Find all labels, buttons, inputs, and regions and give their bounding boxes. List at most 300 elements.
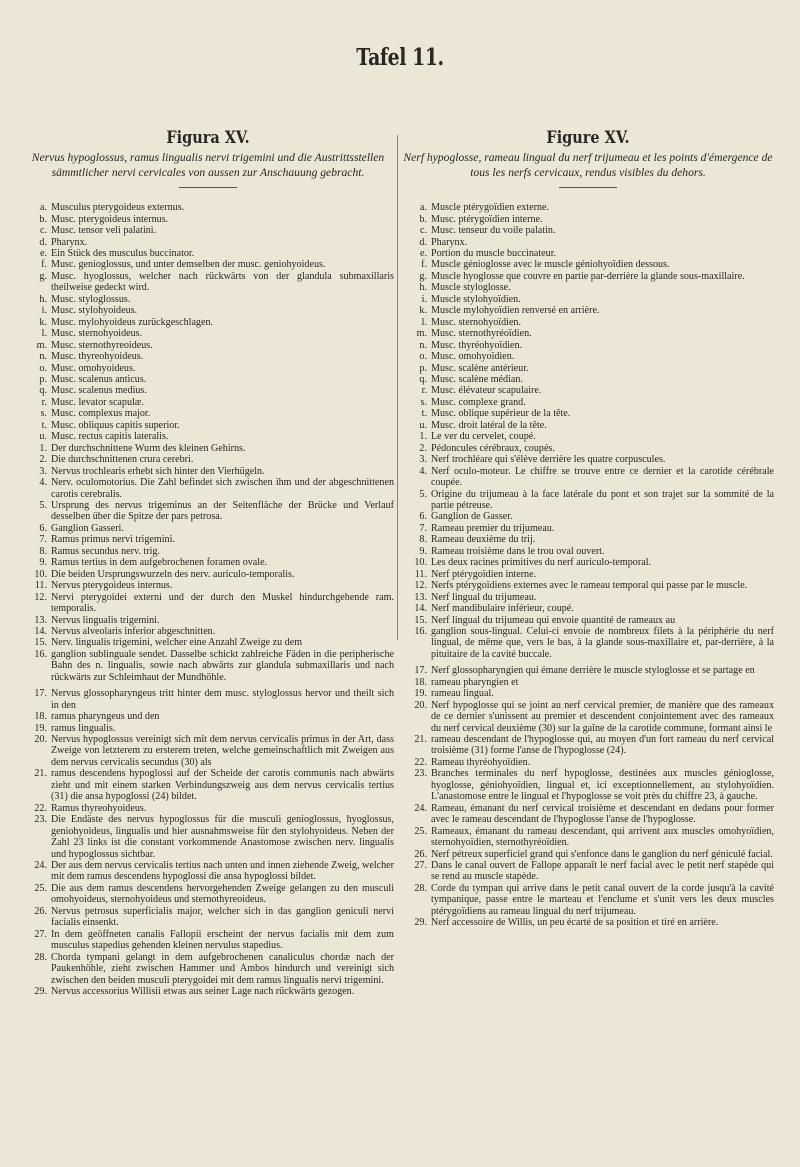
legend-item-marker: e. (419, 248, 427, 259)
heading-rule (179, 187, 237, 188)
legend-item-marker: 24. (414, 802, 427, 814)
legend-item (22, 374, 394, 385)
legend-item (402, 340, 774, 351)
legend-item-marker: 17. (34, 688, 47, 700)
legend-item (402, 443, 774, 454)
legend-item-marker: r. (41, 396, 47, 408)
legend-item-marker: 2. (419, 442, 427, 454)
legend-item-marker: n. (419, 339, 427, 351)
legend-item-marker: h. (39, 293, 47, 305)
legend-item (402, 603, 774, 614)
legend-item-text: Musc. tensor veli palatini. (51, 225, 157, 237)
legend-item-marker: 8. (419, 534, 427, 546)
legend-item-marker: 9. (39, 557, 47, 569)
legend-item (402, 580, 774, 591)
legend-item-text: Pédoncules cérébraux, coupés. (431, 442, 555, 454)
legend-item (22, 248, 394, 259)
legend-item (402, 351, 774, 362)
legend-item (22, 443, 394, 454)
legend-item (22, 734, 394, 768)
legend-item-marker: 11. (34, 580, 47, 592)
legend-item-marker: 16. (414, 625, 427, 637)
legend-item-marker: u. (419, 419, 427, 431)
legend-item-text: ramus lingualis. (51, 722, 116, 734)
heading-rule (559, 187, 617, 188)
legend-item-text: ganglion sous-lingual. Celui-ci envoie de nombreux filets à la périphérie du nerf lingual, de même que, vers le bas, à la glande sous-maxillaire et, par-derrière, à la pituitaire de la cavité buccale. (431, 625, 774, 660)
legend-item (22, 408, 394, 419)
legend-item-text: Nerf ptérygoïdien interne. (431, 568, 537, 580)
legend-item-marker: l. (41, 328, 47, 340)
legend-item-text: Chorda tympani gelangt in dem aufgebrochenen canaliculus chordæ nach der Paukenhöhle, zieht zwischen Hammer und Ambos hindurch und vereinigt sich zwischen den beiden musculi pterygoidei mit dem ramus lingualis nervi trigemini. (51, 951, 394, 986)
legend-item-text: Ramus tertius in dem aufgebrochenen foramen ovale. (51, 557, 268, 569)
legend-item (22, 580, 394, 591)
legend-item-marker: 13. (34, 614, 47, 626)
legend-item (402, 282, 774, 293)
legend-item-text: Musc. omohyoïdien. (431, 351, 515, 363)
legend-item-marker: 27. (414, 860, 427, 872)
legend-item (22, 397, 394, 408)
figure-subtitle: Nervus hypoglossus, ramus lingualis nervi trigemini und die Austrittsstellen sämmtlicher nervi cervicales von aussen zur Anschauung gebracht. (31, 151, 385, 179)
legend-item (22, 214, 394, 225)
legend-list (402, 202, 774, 929)
legend-item (22, 202, 394, 213)
legend-item-marker: g. (419, 270, 427, 282)
legend-item (402, 408, 774, 419)
legend-item (402, 826, 774, 849)
legend-item-text: Die Endäste des nervus hypoglossus für die musculi genioglossus, hyoglossus, geniohyoideus, lingualis und hier ausnahmsweise für den stylohyoideus. Neben der Zahl 23 links ist die constant vorkommende Anastomose zwischen nerv. lingualis und hypoglossus sichtbar. (51, 814, 394, 860)
legend-item-marker: g. (39, 270, 47, 282)
legend-item (22, 906, 394, 929)
legend-item-text: Nerf oculo-moteur. Le chiffre se trouve entre ce dernier et la carotide cérébrale coupée. (431, 465, 774, 489)
legend-item-text: Nerf lingual du trijumeau. (431, 591, 537, 603)
legend-item-text: Musc. tenseur du voile palatin. (431, 225, 556, 237)
legend-item (402, 557, 774, 568)
legend-item-marker: 13. (414, 591, 427, 603)
german-column (22, 128, 394, 997)
legend-item-text: Musc. hyoglossus, welcher nach rückwärts von der glandula submaxillaris theilweise gedeckt wird. (51, 270, 394, 294)
legend-item-marker: 15. (414, 614, 427, 626)
legend-item-marker: 18. (414, 676, 427, 688)
legend-item-marker: 6. (419, 511, 427, 523)
legend-item (402, 214, 774, 225)
legend-item-text: Musc. levator scapulæ. (51, 396, 145, 408)
legend-item-text: Der aus dem nervus cervicalis tertius nach unten und innen ziehende Zweig, welcher mit dem ramus descendens hypoglossi die ansa hypoglossi bildet. (51, 860, 394, 883)
legend-item-text: ganglion sublinguale sendet. Dasselbe schickt zahlreiche Fäden in die peripherische Bahn des n. lingualis, sowie nach abwärts zur glandula submaxillaris und nach rückwärts zur Schleimhaut der Mundhöhle. (51, 648, 394, 683)
legend-item-text: Portion du muscle buccinateur. (431, 248, 557, 259)
legend-item (402, 534, 774, 545)
legend-item (22, 454, 394, 465)
legend-item (22, 340, 394, 351)
legend-item-marker: q. (419, 373, 427, 385)
legend-item-marker: 29. (414, 917, 427, 929)
legend-item-marker: 6. (39, 522, 47, 534)
legend-item-text: Muscle ptérygoïdien externe. (431, 202, 550, 214)
legend-item-text: Dans le canal ouvert de Fallope apparaît le nerf facial avec le petit nerf stapède qui se rend au muscle stapède. (431, 860, 774, 883)
legend-item (402, 688, 774, 699)
legend-item-text: Musc. élévateur scapulaire. (431, 385, 542, 397)
legend-item-text: Der durchschnittene Wurm des kleinen Gehirns. (51, 442, 246, 454)
figure-heading: Figure XV. (546, 128, 630, 148)
legend-item (22, 466, 394, 477)
legend-item-marker: 17. (414, 665, 427, 677)
legend-item-marker: o. (39, 362, 47, 374)
legend-item-text: Musc. scalenus anticus. (51, 373, 147, 385)
legend-item (22, 305, 394, 316)
legend-item-text: Musc. stylohyoideus. (51, 305, 138, 317)
legend-item-text: Nerf glossopharyngien qui émane derrière le muscle styloglosse et se partage en (431, 665, 755, 677)
legend-item (402, 489, 774, 512)
legend-item-marker: i. (41, 305, 47, 317)
legend-item (402, 734, 774, 757)
legend-item-marker: 10. (34, 568, 47, 580)
legend-item-text: ramus pharyngeus und den (51, 711, 160, 723)
legend-item-text: Nervus pterygoideus internus. (51, 580, 173, 592)
legend-item (402, 305, 774, 316)
legend-item-marker: 27. (34, 928, 47, 940)
legend-item (402, 317, 774, 328)
legend-item (22, 351, 394, 362)
legend-item-text: ramus descendens hypoglossi auf der Scheide der carotis communis nach abwärts zieht und mit einem starken Verbindungszweig aus dem nervus cervicalis tertius (31) die ansa hypoglossi (24) bildet. (51, 768, 394, 803)
legend-item-marker: h. (419, 282, 427, 294)
legend-item (22, 363, 394, 374)
legend-item-marker: r. (421, 385, 427, 397)
legend-item-text: In dem geöffneten canalis Fallopii erscheint der nervus facialis mit dem zum musculus stapedius gehenden kleinen nervulus stapedius. (51, 928, 394, 952)
legend-item (402, 328, 774, 339)
legend-item (402, 431, 774, 442)
legend-item-text: rameau pharyngien et (431, 676, 519, 688)
legend-item-marker: m. (36, 339, 47, 351)
legend-item-marker: 1. (39, 442, 47, 454)
legend-item (22, 294, 394, 305)
legend-item-text: Musc. complexus major. (51, 408, 151, 420)
legend-item (402, 202, 774, 213)
legend-item-marker: i. (421, 293, 427, 305)
legend-item-marker: b. (419, 213, 427, 225)
legend-item-marker: 5. (419, 488, 427, 500)
legend-item-text: Nervus accessorius Willisii etwas aus seiner Lage nach rückwärts gezogen. (51, 986, 355, 997)
legend-item-marker: 21. (34, 768, 47, 780)
legend-item (22, 546, 394, 557)
figure-subtitle: Nerf hypoglosse, rameau lingual du nerf trijumeau et les points d'émergence de tous les nerfs cervicaux, rendus visibles du dehors. (403, 151, 773, 179)
legend-item-marker: 26. (34, 905, 47, 917)
legend-item (22, 986, 394, 997)
figure-heading: Figura XV. (166, 128, 250, 148)
legend-item-marker: 28. (34, 951, 47, 963)
legend-item (402, 569, 774, 580)
legend-item-text: Nerf hypoglosse qui se joint au nerf cervical premier, de manière que des rameaux de ce dernier s'unissent au premier et descendent conjointement avec des rameaux du nerf cervical deuxième (30) sur la gaîne de la carotide commune, formant ainsi le (431, 699, 774, 734)
legend-item-text: Musc. pterygoideus internus. (51, 213, 169, 225)
legend-item-marker: k. (419, 305, 427, 317)
legend-item (22, 615, 394, 626)
legend-item (22, 814, 394, 860)
legend-item-marker: 7. (39, 534, 47, 546)
legend-item-text: Muscle mylohyoïdien renversé en arrière. (431, 305, 600, 317)
legend-item (402, 677, 774, 688)
legend-item-marker: 26. (414, 848, 427, 860)
legend-item-text: Nerv. lingualis trigemini, welcher eine Anzahl Zweige zu dem (51, 637, 303, 649)
legend-item-text: Musc. droit latéral de la tête. (431, 419, 547, 431)
legend-item-marker: t. (421, 408, 427, 420)
legend-item-text: Ganglion de Gasser. (431, 511, 513, 523)
legend-item-text: Rameau premier du trijumeau. (431, 522, 555, 534)
legend-item-marker: o. (419, 351, 427, 363)
legend-item (402, 757, 774, 768)
column-divider (397, 135, 398, 640)
legend-item-text: Pharynx. (431, 236, 468, 248)
legend-item-text: Nervus lingualis trigemini. (51, 614, 160, 626)
legend-item-text: Musculus pterygoideus externus. (51, 202, 185, 214)
legend-item-text: Ein Stück des musculus buccinator. (51, 248, 195, 259)
legend-item-marker: 28. (414, 882, 427, 894)
legend-item-marker: 14. (34, 625, 47, 637)
legend-item-marker: 25. (414, 825, 427, 837)
legend-item-marker: 10. (414, 557, 427, 569)
legend-item (22, 723, 394, 734)
legend-item-marker: 8. (39, 545, 47, 557)
legend-item-marker: 23. (414, 768, 427, 780)
legend-item-marker: 20. (34, 734, 47, 746)
legend-item-text: Musc. obliquus capitis superior. (51, 419, 180, 431)
legend-item-marker: f. (41, 259, 47, 271)
legend-item-marker: 19. (34, 722, 47, 734)
legend-item (402, 626, 774, 660)
legend-item (402, 248, 774, 259)
legend-item-marker: 20. (414, 699, 427, 711)
legend-item (402, 615, 774, 626)
legend-item-text: Musc. genioglossus, und unter demselben der musc. geniohyoideus. (51, 259, 326, 271)
legend-item-marker: q. (39, 385, 47, 397)
legend-item (402, 849, 774, 860)
legend-item-text: Rameau thyréohyoïdien. (431, 756, 531, 768)
legend-item-marker: s. (40, 408, 47, 420)
legend-item (22, 929, 394, 952)
legend-item-text: Die aus dem ramus descendens hervorgehenden Zweige gelangen zu den musculi omohyoideus, sternohyoideus und sternothyreoideus. (51, 882, 394, 906)
legend-item-text: Musc. scalenus medius. (51, 385, 147, 397)
legend-item-text: Le ver du cervelet, coupé. (431, 431, 536, 443)
legend-item-text: Nerf accessoire de Willis, un peu écarté de sa position et tiré en arrière. (431, 917, 719, 929)
legend-item-text: Musc. styloglossus. (51, 293, 131, 305)
legend-item-text: Corde du tympan qui arrive dans le petit canal ouvert de la corde jusqu'à la cavité tympanique, passe entre le marteau et l'enclume et s'unit vers les deux muscles ptérygoïdiens au rameau lingual du nerf trijumeau. (431, 882, 774, 917)
legend-item-marker: 18. (34, 711, 47, 723)
legend-item-marker: u. (39, 431, 47, 443)
legend-item (22, 259, 394, 270)
legend-item-marker: a. (39, 202, 47, 214)
legend-item-marker: t. (41, 419, 47, 431)
legend-item (22, 860, 394, 883)
legend-item-marker: 22. (34, 802, 47, 814)
legend-item-marker: 11. (414, 568, 427, 580)
legend-item-text: Nervus petrosus superficialis major, welcher sich in das ganglion geniculi nervi facialis einsenkt. (51, 905, 394, 929)
legend-item (22, 557, 394, 568)
legend-item (402, 592, 774, 603)
legend-item (22, 569, 394, 580)
legend-item (402, 700, 774, 734)
legend-item (22, 328, 394, 339)
legend-item-text: Ganglion Gasseri. (51, 522, 124, 534)
legend-item (402, 454, 774, 465)
legend-item (22, 768, 394, 802)
legend-item (22, 385, 394, 396)
legend-item-marker: 24. (34, 860, 47, 872)
legend-item (22, 952, 394, 986)
legend-item-text: Muscle styloglosse. (431, 282, 511, 294)
legend-item (402, 860, 774, 883)
legend-item (402, 237, 774, 248)
legend-item-text: Ramus primus nervi trigemini. (51, 534, 175, 546)
legend-item (22, 420, 394, 431)
legend-item-text: Nerf trochléare qui s'élève derrière les quatre corpuscules. (431, 454, 666, 466)
legend-item-text: Nervus alveolaris inferior abgeschnitten. (51, 625, 216, 637)
legend-item-text: Les deux racines primitives du nerf auriculo-temporal. (431, 557, 652, 569)
legend-item (22, 649, 394, 683)
legend-item-text: Ramus thyreohyoideus. (51, 802, 147, 814)
legend-item-text: Musc. omohyoideus. (51, 362, 136, 374)
french-column (402, 128, 774, 929)
legend-item (22, 225, 394, 236)
legend-item-marker: 1. (419, 431, 427, 443)
legend-item-text: Ursprung des nervus trigeminus an der Seitenfläche der Brücke und Verlauf desselben über die Spitze der pars petrosa. (51, 499, 394, 523)
legend-item (402, 294, 774, 305)
legend-item (402, 225, 774, 236)
legend-item (402, 883, 774, 917)
legend-item (22, 431, 394, 442)
legend-item-marker: 29. (34, 986, 47, 997)
legend-item-marker: 3. (419, 454, 427, 466)
legend-item-marker: s. (420, 396, 427, 408)
legend-item-text: Nerf pétreux superficiel grand qui s'enfonce dans le ganglion du nerf géniculé facial. (431, 848, 773, 860)
legend-item-text: Nerfs ptérygoïdiens externes avec le rameau temporal qui passe par le muscle. (431, 580, 748, 592)
legend-item-marker: b. (39, 213, 47, 225)
legend-item-text: Nervus glossopharyngeus tritt hinter dem musc. styloglossus hervor und theilt sich in den (51, 688, 394, 711)
legend-item-text: Musc. thyréohyoïdien. (431, 339, 523, 351)
legend-item (22, 688, 394, 711)
legend-item-marker: 25. (34, 882, 47, 894)
legend-item (402, 420, 774, 431)
legend-item-text: Musc. scalène antérieur. (431, 362, 529, 374)
legend-item (22, 592, 394, 615)
legend-item (402, 385, 774, 396)
legend-item-text: Musc. rectus capitis lateralis. (51, 431, 169, 443)
legend-item-marker: 9. (419, 545, 427, 557)
legend-item-marker: p. (39, 373, 47, 385)
legend-item (402, 374, 774, 385)
legend-item-text: Musc. mylohyoideus zurückgeschlagen. (51, 316, 214, 328)
legend-list (22, 202, 394, 997)
legend-item-marker: 23. (34, 814, 47, 826)
legend-item (402, 363, 774, 374)
legend-item (402, 259, 774, 270)
legend-item-marker: p. (419, 362, 427, 374)
legend-item (402, 511, 774, 522)
legend-item-text: Origine du trijumeau à la face latérale du pont et son trajet sur la sommité de la partie pétreuse. (431, 488, 774, 511)
legend-item-marker: c. (419, 225, 427, 237)
legend-item-text: Rameau deuxième du trij. (431, 534, 536, 546)
legend-item-marker: 12. (414, 580, 427, 592)
legend-item-text: Muscle génioglosse avec le muscle géniohyoïdien dessous. (431, 259, 670, 271)
legend-item (22, 803, 394, 814)
legend-item-marker: k. (39, 316, 47, 328)
legend-item-text: Pharynx. (51, 236, 88, 248)
legend-item (22, 271, 394, 294)
legend-item-marker: 5. (39, 499, 47, 511)
legend-item-text: Musc. oblique supérieur de la tête. (431, 408, 571, 420)
legend-item (402, 523, 774, 534)
legend-item (402, 397, 774, 408)
legend-item-text: Die beiden Ursprungswurzeln des nerv. auriculo-temporalis. (51, 568, 295, 580)
legend-item-text: Ramus secundus nerv. trig. (51, 545, 160, 557)
legend-item-text: Rameau, émanant du nerf cervical troisième et descendant en dedans pour former avec le rameau descendant de l'hypoglosse l'anse de l'hypoglosse. (431, 802, 774, 826)
legend-item (22, 523, 394, 534)
legend-item-text: Musc. scalène médian. (431, 373, 523, 385)
legend-item (402, 917, 774, 928)
legend-item-text: rameau descendant de l'hypoglosse qui, au moyen d'un fort rameau du nerf cervical troisième (31) forme l'anse de l'hypoglosse (24). (431, 734, 774, 757)
legend-item (22, 237, 394, 248)
legend-item-marker: 22. (414, 756, 427, 768)
legend-item-text: Rameau troisième dans le trou oval ouvert. (431, 545, 605, 557)
legend-item-marker: 16. (34, 648, 47, 660)
legend-item-marker: 19. (414, 688, 427, 700)
legend-item (22, 637, 394, 648)
legend-item-marker: m. (416, 328, 427, 340)
legend-item (402, 803, 774, 826)
legend-item-text: Nervi pterygoidei externi und der durch den Muskel hindurchgehende ram. temporalis. (51, 591, 394, 615)
legend-item (402, 271, 774, 282)
legend-item-marker: l. (421, 316, 427, 328)
legend-item-marker: 7. (419, 522, 427, 534)
plate-title: Tafel 11. (356, 44, 444, 71)
legend-item-text: Musc. sternohyoideus. (51, 328, 143, 340)
legend-item-marker: 12. (34, 591, 47, 603)
legend-item-marker: e. (39, 248, 47, 259)
legend-item-text: Musc. thyreohyoideus. (51, 351, 144, 363)
legend-item-text: Branches terminales du nerf hypoglosse, destinées aux muscles génioglosse, hyoglosse, géniohyoïdien, lingual et, ici exceptionnellement, au stylohyoïdien. L'anastomose entre le lingual et l'hypoglosse se voit près du chiffre 23, à gauche. (431, 768, 774, 803)
legend-item-marker: a. (419, 202, 427, 214)
legend-item (22, 883, 394, 906)
legend-item-marker: c. (39, 225, 47, 237)
legend-item-text: Muscle hyoglosse que couvre en partie par-derrière la glande sous-maxillaire. (431, 270, 745, 282)
legend-item-text: Nerv. oculomotorius. Die Zahl befindet sich zwischen ihm und der abgeschnittenen carotis cerebralis. (51, 477, 394, 500)
legend-item (22, 500, 394, 523)
legend-item-marker: 3. (39, 465, 47, 477)
legend-item (402, 665, 774, 676)
legend-item (22, 317, 394, 328)
legend-item-text: Musc. complexe grand. (431, 396, 526, 408)
legend-item-text: Musc. sternothyreoideus. (51, 339, 153, 351)
legend-item-marker: n. (39, 351, 47, 363)
legend-item-text: Musc. sternothyréoïdien. (431, 328, 532, 340)
legend-item-text: Nerf lingual du trijumeau qui envoie quantité de rameaux au (431, 614, 676, 626)
legend-item-text: Muscle stylohyoïdien. (431, 293, 521, 305)
legend-item (402, 546, 774, 557)
legend-item (22, 477, 394, 500)
legend-item (22, 626, 394, 637)
legend-item-text: Nervus trochlearis erhebt sich hinter den Vierhügeln. (51, 465, 265, 477)
legend-item-marker: 4. (419, 465, 427, 477)
legend-item-text: Nervus hypoglossus vereinigt sich mit dem nervus cervicalis primus in der Art, dass Zweige von letzterem zu ersterem treten, welche gemeinschaftlich mit Zweigen aus dem nervus cervicalis secundus (30) als (51, 734, 394, 768)
legend-item (22, 711, 394, 722)
legend-item (22, 534, 394, 545)
legend-item-marker: d. (39, 236, 47, 248)
legend-item-marker: 15. (34, 637, 47, 649)
legend-item-marker: d. (419, 236, 427, 248)
legend-item-marker: 4. (39, 477, 47, 489)
legend-item-text: Musc. ptérygoïdien interne. (431, 213, 543, 225)
legend-item-text: Nerf mandibulaire inférieur, coupé. (431, 603, 574, 615)
legend-item-marker: 14. (414, 603, 427, 615)
legend-item-marker: f. (421, 259, 427, 271)
legend-item-text: Musc. sternohyoïdien. (431, 316, 521, 328)
legend-item-text: rameau lingual. (431, 688, 494, 700)
